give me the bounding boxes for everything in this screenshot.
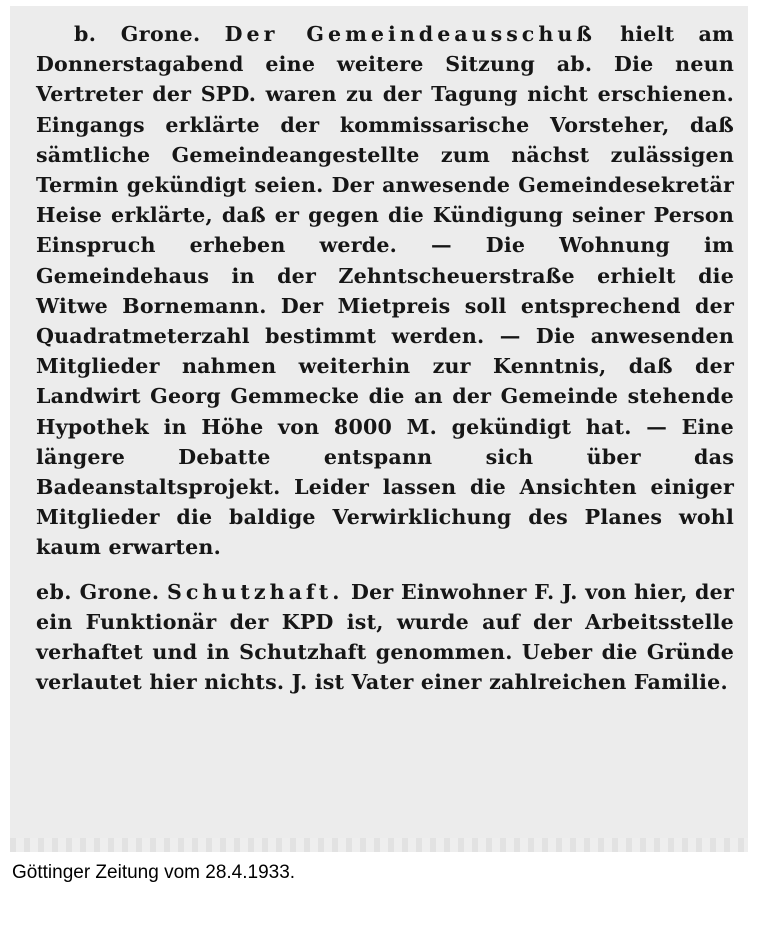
article-1-dateline: b. Grone.: [74, 22, 201, 46]
article-2-dateline: eb. Grone.: [36, 579, 160, 604]
article-schutzhaft: [10, 563, 748, 698]
article-1-headline: Der Gemeindeausschuß: [224, 22, 596, 46]
newspaper-clipping: [10, 6, 748, 852]
source-caption: Göttinger Zeitung vom 28.4.1933.: [12, 862, 296, 883]
article-1-body: hielt am Donnerstagabend eine weitere Sitzung ab. Die neun Vertreter der SPD. waren zu der Tagung nicht erschienen. Eingangs erklärte der kommissarische Vorsteher, daß sämtliche Gemeindeangestellte zum nächst zulässigen Termin gekündigt seien. Der anwesende Gemeindesekretär Heise erklärte, daß er gegen die Kündigung seiner Person Einspruch erheben werde. — Die Wohnung im Gemeindehaus in der Zehntscheuerstraße erhielt die Witwe Bornemann. Der Mietpreis soll entsprechend der Quadratmeterzahl bestimmt werden. — Die anwesenden Mitglieder nahmen weiterhin zur Kenntnis, daß der Landwirt Georg Gemmecke die an der Gemeinde stehende Hypothek in Höhe von 8000 M. gekündigt hat. — Eine längere Debatte entspann sich über das Badeanstaltsprojekt. Leider lassen die Ansichten einiger Mitglieder die baldige Verwirklichung des Planes wohl kaum erwarten.: [36, 22, 734, 560]
article-2-body: Der Einwohner F. J. von hier, der ein Funktionär der KPD ist, wurde auf der Arbeitsstelle verhaftet und in Schutzhaft genommen. Ueber die Gründe verlautet hier nichts. J. ist Vater einer zahlreichen Familie.: [36, 579, 735, 695]
article-gemeindeausschuss: [10, 6, 748, 563]
article-2-headline: Schutzhaft.: [167, 579, 344, 604]
